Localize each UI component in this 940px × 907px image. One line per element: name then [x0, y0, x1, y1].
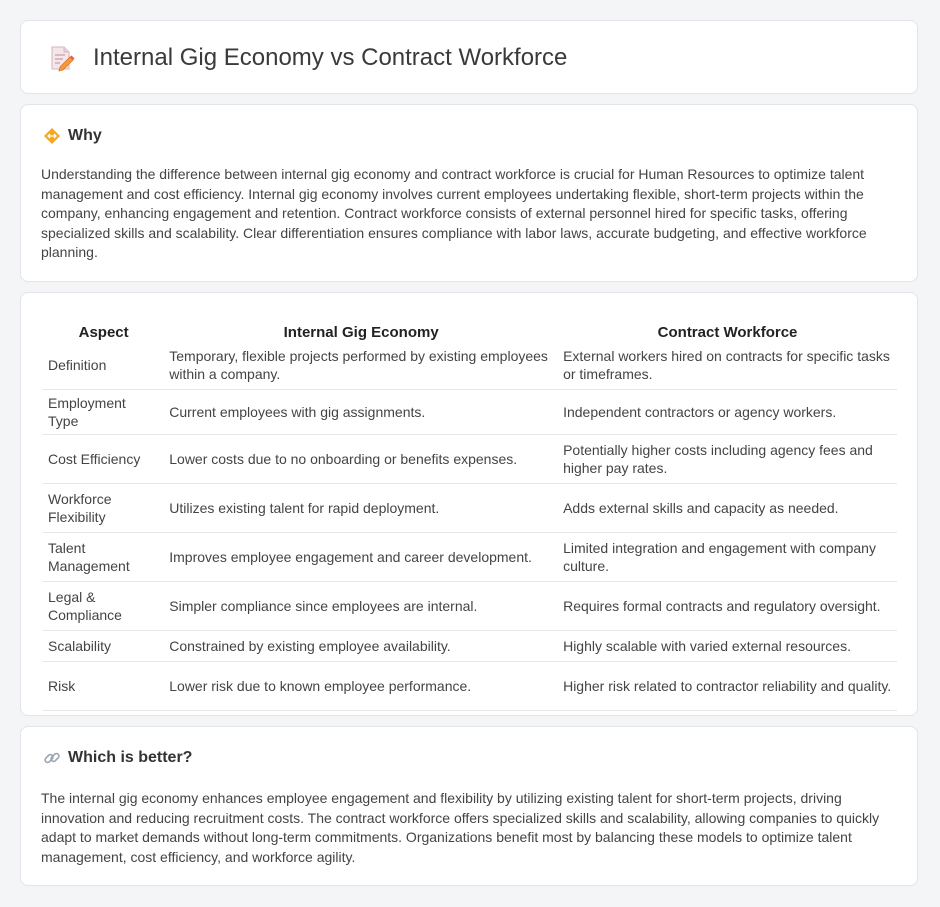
cell-gig: Lower risk due to known employee performance. — [164, 662, 558, 711]
diamond-arrows-icon — [43, 127, 61, 145]
cell-aspect: Definition — [43, 341, 164, 390]
header-contract: Contract Workforce — [657, 324, 798, 341]
why-text: Understanding the difference between internal gig economy and contract workforce is crucial for Human Resources to optimize talent management and cost efficiency. Internal gig economy involves current employees undertaking flexible, short-term projects within the company, enhancing engagement and retention. Contract workforce consists of external personnel hired for specific tasks, offering specialized skills and scalability. Clear differentiation ensures compliance with labor laws, accurate budgeting, and effective workforce planning. — [41, 166, 867, 260]
cell-contract: External workers hired on contracts for specific tasks or timeframes. — [558, 341, 897, 390]
cell-gig: Utilizes existing talent for rapid deployment. — [164, 484, 558, 533]
comparison-table — [43, 317, 897, 711]
better-heading-row — [43, 749, 192, 767]
table-row — [43, 390, 897, 435]
cell-gig: Constrained by existing employee availability. — [164, 631, 558, 662]
why-section — [20, 104, 918, 282]
link-icon — [43, 749, 61, 767]
cell-contract: Limited integration and engagement with company culture. — [558, 533, 897, 582]
cell-aspect: Employment Type — [43, 390, 164, 435]
table-row — [43, 484, 897, 533]
table-row — [43, 341, 897, 390]
cell-gig: Simpler compliance since employees are internal. — [164, 582, 558, 631]
cell-gig: Lower costs due to no onboarding or benefits expenses. — [164, 435, 558, 484]
cell-contract: Requires formal contracts and regulatory oversight. — [558, 582, 897, 631]
why-heading: Why — [68, 127, 102, 144]
cell-aspect: Legal & Compliance — [43, 582, 164, 631]
which-is-better-section — [20, 726, 918, 886]
table-row — [43, 435, 897, 484]
cell-aspect: Risk — [43, 662, 164, 711]
title-row — [47, 44, 567, 72]
cell-aspect: Scalability — [43, 631, 164, 662]
header-aspect: Aspect — [78, 324, 129, 341]
document-pencil-icon — [47, 44, 75, 72]
cell-aspect: Cost Efficiency — [43, 435, 164, 484]
page-title: Internal Gig Economy vs Contract Workforce — [93, 44, 568, 71]
table-row — [43, 631, 897, 662]
cell-gig: Temporary, flexible projects performed by existing employees within a company. — [164, 341, 558, 390]
cell-contract: Adds external skills and capacity as needed. — [558, 484, 897, 533]
better-heading: Which is better? — [68, 749, 193, 766]
better-text: The internal gig economy enhances employee engagement and flexibility by utilizing existing talent for short-term projects, driving innovation and reducing recruitment costs. The contract workforce offers specialized skills and scalability, allowing companies to quickly adapt to market demands without long-term commitments. Organizations benefit most by balancing these models to optimize talent management, cost efficiency, and workforce agility. — [41, 790, 880, 865]
table-row — [43, 662, 897, 711]
cell-gig: Improves employee engagement and career development. — [164, 533, 558, 582]
cell-aspect: Workforce Flexibility — [43, 484, 164, 533]
comparison-table-card — [20, 292, 918, 716]
why-heading-row — [43, 127, 102, 145]
table-header-row — [43, 317, 897, 341]
title-card — [20, 20, 918, 94]
table-row — [43, 533, 897, 582]
cell-contract: Highly scalable with varied external resources. — [558, 631, 897, 662]
cell-aspect: Talent Management — [43, 533, 164, 582]
header-internal-gig: Internal Gig Economy — [283, 324, 439, 341]
cell-contract: Independent contractors or agency workers. — [558, 390, 897, 435]
cell-contract: Higher risk related to contractor reliability and quality. — [558, 662, 897, 711]
cell-contract: Potentially higher costs including agency fees and higher pay rates. — [558, 435, 897, 484]
table-row — [43, 582, 897, 631]
cell-gig: Current employees with gig assignments. — [164, 390, 558, 435]
